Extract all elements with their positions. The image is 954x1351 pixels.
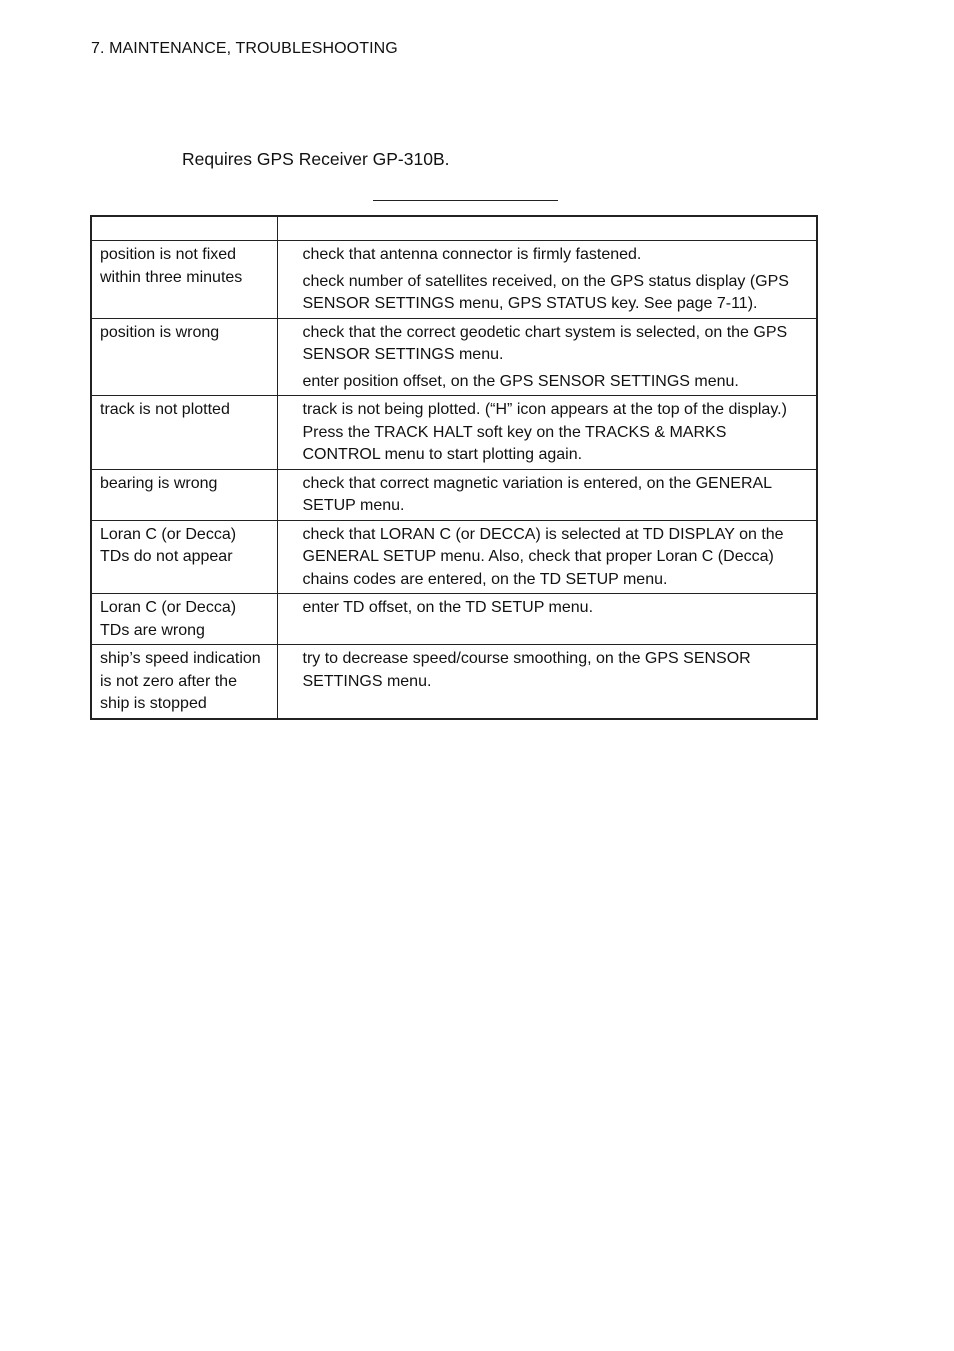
table-row — [91, 645, 817, 719]
table-row — [91, 594, 817, 645]
symptom-cell: position is not fixed within three minutes — [91, 241, 277, 319]
remedy-item: check that correct magnetic variation is entered, on the GENERAL SETUP menu. — [302, 474, 772, 514]
running-header: 7. MAINTENANCE, TROUBLESHOOTING — [91, 40, 398, 57]
symptom-cell: bearing is wrong — [91, 469, 277, 520]
symptom-cell: ship’s speed indication is not zero after the ship is stopped — [91, 645, 277, 719]
remedy-item: check that LORAN C (or DECCA) is selected at TD DISPLAY on the GENERAL SETUP menu. Also, check that proper Loran C (Decca) chains codes are entered, on the TD SETUP menu. — [302, 525, 784, 588]
remedy-item: enter TD offset, on the TD SETUP menu. — [302, 599, 594, 616]
header-cell-symptom — [91, 216, 277, 241]
table-row — [91, 241, 817, 319]
remedy-item: track is not being plotted. (“H” icon appears at the top of the display.) Press the TRACK HALT soft key on the TRACKS & MARKS CONTROL menu to start plotting again. — [302, 401, 787, 463]
symptom-cell: position is wrong — [91, 318, 277, 396]
remedy-item: check that antenna connector is firmly fastened. — [302, 246, 642, 263]
symptom-cell: Loran C (or Decca) TDs do not appear — [91, 520, 277, 594]
table-row — [91, 469, 817, 520]
symptom-cell: Loran C (or Decca) TDs are wrong — [91, 594, 277, 645]
remedy-cell — [277, 645, 817, 719]
remedy-cell — [277, 241, 817, 319]
remedy-item: try to decrease speed/course smoothing, on the GPS SENSOR SETTINGS menu. — [302, 650, 751, 690]
remedy-cell — [277, 318, 817, 396]
remedy-item: check number of satellites received, on the GPS status display (GPS SENSOR SETTINGS menu, GPS STATUS key. See page 7-11). — [302, 272, 789, 312]
table-row — [91, 396, 817, 470]
intro-note: Requires GPS Receiver GP-310B. — [182, 149, 450, 169]
remedy-item: check that the correct geodetic chart system is selected, on the GPS SENSOR SETTINGS menu. — [302, 323, 788, 363]
remedy-cell — [277, 520, 817, 594]
remedy-cell — [277, 469, 817, 520]
table-header-row — [91, 216, 817, 241]
header-cell-remedy — [277, 216, 817, 241]
troubleshooting-table — [90, 215, 818, 720]
table-row — [91, 318, 817, 396]
symptom-cell: track is not plotted — [91, 396, 277, 470]
table-row — [91, 520, 817, 594]
remedy-cell — [277, 594, 817, 645]
remedy-item: enter position offset, on the GPS SENSOR SETTINGS menu. — [302, 372, 739, 390]
remedy-cell — [277, 396, 817, 470]
table-title-rule — [373, 200, 558, 201]
